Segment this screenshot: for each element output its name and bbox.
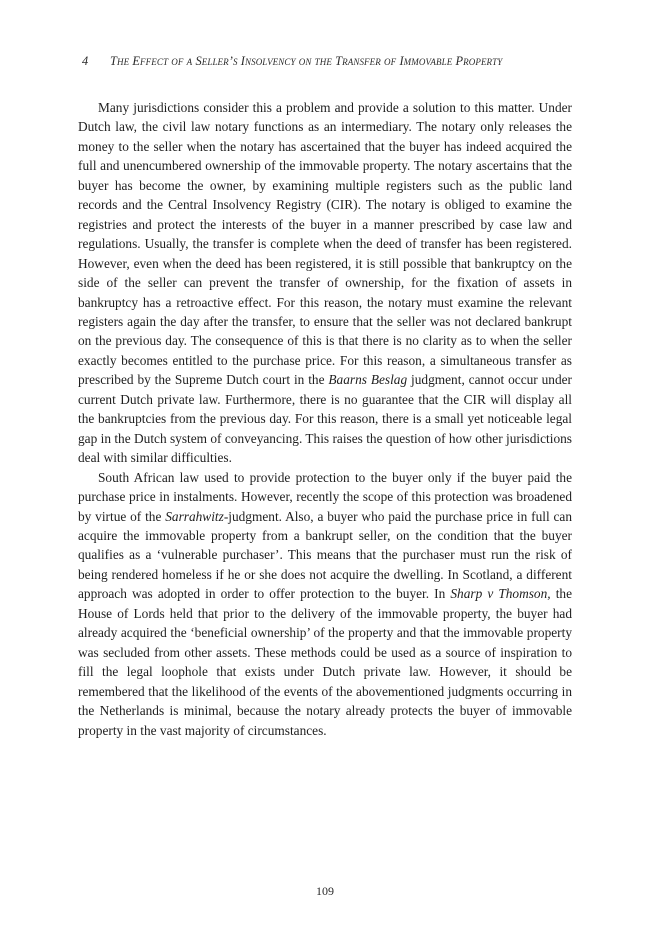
text-run: South African law used to provide protection to the buyer only if the buyer paid the purchase price in instalments. However, recently the scope of this protection was broadened by virtue of the	[78, 469, 572, 524]
italic-case-name: Baarns Beslag	[328, 372, 408, 388]
page-number: 109	[316, 884, 334, 898]
chapter-title: The Effect of a Seller’s Insolvency on the Transfer of Immovable Property	[110, 54, 503, 68]
text-run: the House of Lords held that prior to the delivery of the immovable property, the buyer had already acquired the ‘beneficial ownership’ of the property and that the immovable property was secluded from other assets. These methods could be used as a source of inspiration to fill the legal loophole that exists under Dutch private law. However, it should be remembered that the likelihood of the events of the abovementioned judgments occurring in the Netherlands is minimal, because the notary already protects the buyer of immovable property in the vast majority of circumstances.	[78, 586, 572, 738]
body-text	[78, 98, 572, 740]
text-run: -judgment. Also, a buyer who paid the purchase price in full can acquire the immovable property from a bankrupt seller, on the condition that the buyer qualifies as a ‘vulnerable purchaser’. This means that the purchaser must run the risk of being rendered homeless if he or she does not acquire the dwelling. In Scotland, a different approach was adopted in order to offer protection to the buyer. In	[78, 508, 573, 602]
italic-case-name: Sarrahwitz	[165, 508, 224, 524]
text-run: judgment, cannot occur under current Dutch private law. Furthermore, there is no guarantee that the CIR will display all the bankruptcies from the previous day. For this reason, there is a small yet noticeable legal gap in the Dutch system of conveyancing. This raises the question of how other jurisdictions deal with similar difficulties.	[78, 372, 572, 466]
text-run: Many jurisdictions consider this a problem and provide a solution to this matter. Under Dutch law, the civil law notary functions as an intermediary. The notary only releases the money to the seller when the notary has ascertained that the buyer has indeed acquired the full and unencumbered ownership of the immovable property. The notary ascertains that the buyer has become the owner, by examining multiple registers such as the public land records and the Central Insolvency Registry (CIR). The notary is obliged to examine the registries and protect the interests of the buyer in a manner prescribed by case law and regulations. Usually, the transfer is complete when the deed of transfer has been registered. However, even when the deed has been registered, it is still possible that bankruptcy on the side of the seller can prevent the transfer of ownership, for the fixation of assets in bankruptcy has a retroactive effect. For this reason, the notary must examine the relevant registers again the day after the transfer, to ensure that the seller was not declared bankrupt on the previous day. The consequence of this is that there is no clarity as to when the seller exactly becomes entitled to the purchase price. For this reason, a simultaneous transfer as prescribed by the Supreme Dutch court in the	[78, 100, 572, 388]
paragraph	[78, 468, 572, 740]
italic-case-name: Sharp v Thomson,	[450, 586, 551, 602]
paragraph	[78, 98, 572, 468]
running-header	[82, 54, 574, 69]
chapter-number: 4	[82, 54, 89, 68]
